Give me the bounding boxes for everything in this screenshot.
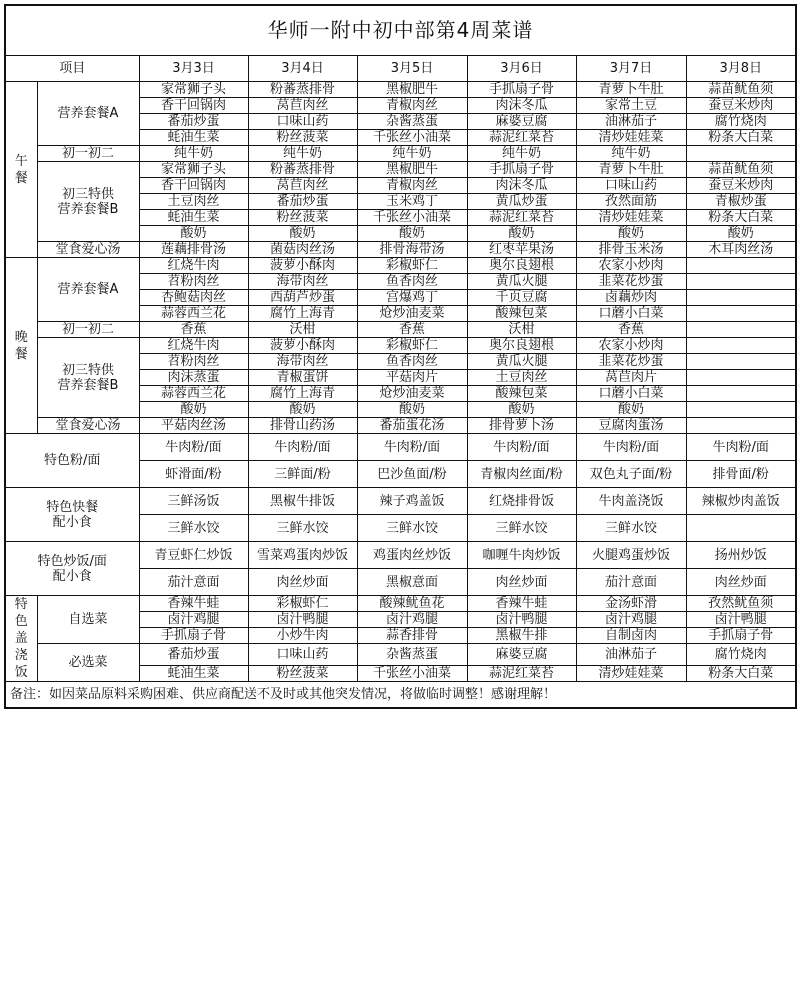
dish-cell: 酸奶 [248, 402, 357, 418]
dish-cell: 莴苣肉片 [576, 370, 686, 386]
table-row [5, 418, 796, 434]
dish-cell: 苕粉肉丝 [139, 274, 248, 290]
category-label: 必选菜 [37, 644, 139, 682]
dish-cell: 蒜蓉西兰花 [139, 306, 248, 322]
dish-cell: 三鲜汤饭 [139, 488, 248, 515]
dish-cell: 手抓扇子骨 [467, 162, 576, 178]
table-row [5, 258, 796, 274]
table-row [5, 146, 796, 162]
dish-cell: 家常狮子头 [139, 82, 248, 98]
dish-cell: 肉丝炒面 [248, 569, 357, 596]
dish-cell: 农家小炒肉 [576, 258, 686, 274]
header-day: 3月4日 [248, 56, 357, 82]
dish-cell [686, 354, 796, 370]
dish-cell: 木耳肉丝汤 [686, 242, 796, 258]
dish-cell: 孜然面筋 [576, 194, 686, 210]
dish-cell: 杏鲍菇肉丝 [139, 290, 248, 306]
noodle-section-label: 特色粉/面 [5, 434, 139, 488]
dish-cell: 纯牛奶 [357, 146, 467, 162]
dish-cell: 韭菜花炒蛋 [576, 274, 686, 290]
dish-cell: 口蘑小白菜 [576, 386, 686, 402]
dish-cell: 牛肉粉/面 [686, 434, 796, 461]
dish-cell: 腐竹上海青 [248, 306, 357, 322]
category-label: 堂食爱心汤 [37, 418, 139, 434]
menu-table [4, 4, 797, 709]
table-row [5, 82, 796, 98]
dish-cell: 青椒肉丝 [357, 98, 467, 114]
dish-cell [686, 146, 796, 162]
dish-cell: 千张丝小油菜 [357, 130, 467, 146]
dish-cell [686, 515, 796, 542]
dish-cell: 卤汁鸡腿 [139, 612, 248, 628]
dish-cell: 香蕉 [139, 322, 248, 338]
dish-cell: 彩椒虾仁 [357, 338, 467, 354]
dish-cell [686, 386, 796, 402]
dish-cell: 黄瓜炒蛋 [467, 194, 576, 210]
table-row [5, 434, 796, 461]
dish-cell: 青椒肉丝 [357, 178, 467, 194]
dish-cell: 奥尔良翅根 [467, 338, 576, 354]
category-label [37, 162, 139, 242]
dish-cell: 蚕豆米炒肉 [686, 178, 796, 194]
dish-cell: 三鲜面/粉 [248, 461, 357, 488]
dish-cell: 平菇肉丝汤 [139, 418, 248, 434]
dish-cell: 粉丝菠菜 [248, 130, 357, 146]
dish-cell [686, 338, 796, 354]
dish-cell: 鱼香肉丝 [357, 354, 467, 370]
dish-cell [686, 274, 796, 290]
dish-cell [686, 402, 796, 418]
dish-cell: 清炒娃娃菜 [576, 210, 686, 226]
dish-cell: 黑椒牛排饭 [248, 488, 357, 515]
dish-cell: 千张丝小油菜 [357, 210, 467, 226]
dish-cell: 酸奶 [248, 226, 357, 242]
fried-rice-section-label [5, 542, 139, 596]
category-label-line: 配小食 [52, 514, 92, 530]
dish-cell: 杂酱蒸蛋 [357, 114, 467, 130]
dish-cell: 红烧排骨饭 [467, 488, 576, 515]
dish-cell: 黑椒肥牛 [357, 162, 467, 178]
dish-cell [686, 322, 796, 338]
dish-cell: 蒜泥红菜苔 [467, 210, 576, 226]
dish-cell: 卤汁鸭腿 [467, 612, 576, 628]
dish-cell: 黑椒牛排 [467, 628, 576, 644]
dish-cell: 蚝油生菜 [139, 130, 248, 146]
category-label-line: 初三特供 [61, 186, 114, 202]
dish-cell: 红枣苹果汤 [467, 242, 576, 258]
dish-cell: 莲藕排骨汤 [139, 242, 248, 258]
category-label: 营养套餐A [37, 82, 139, 146]
dish-cell: 青萝卜牛肚 [576, 162, 686, 178]
dish-cell [686, 370, 796, 386]
dish-cell: 酸辣鱿鱼花 [357, 596, 467, 612]
fastfood-section-label [5, 488, 139, 542]
dish-cell: 辣子鸡盖饭 [357, 488, 467, 515]
dish-cell [686, 290, 796, 306]
dish-cell: 口味山药 [248, 114, 357, 130]
dish-cell: 腐竹烧肉 [686, 114, 796, 130]
dish-cell: 牛肉盖浇饭 [576, 488, 686, 515]
dish-cell: 扬州炒饭 [686, 542, 796, 569]
dish-cell: 卤汁鸭腿 [686, 612, 796, 628]
dish-cell: 卤藕炒肉 [576, 290, 686, 306]
dish-cell: 平菇肉片 [357, 370, 467, 386]
category-label-line: 营养套餐B [57, 201, 119, 217]
dish-cell: 青椒炒蛋 [686, 194, 796, 210]
category-label: 初一初二 [37, 146, 139, 162]
dish-cell: 粉条大白菜 [686, 210, 796, 226]
header-day: 3月5日 [357, 56, 467, 82]
dish-cell: 牛肉粉/面 [357, 434, 467, 461]
dish-cell: 手抓扇子骨 [139, 628, 248, 644]
dish-cell: 黄瓜火腿 [467, 274, 576, 290]
dish-cell: 酸奶 [357, 226, 467, 242]
dish-cell: 青萝卜牛肚 [576, 82, 686, 98]
dish-cell: 酸奶 [576, 226, 686, 242]
dish-cell: 番茄炒蛋 [139, 644, 248, 666]
dish-cell [686, 418, 796, 434]
dish-cell: 小炒牛肉 [248, 628, 357, 644]
dish-cell: 牛肉粉/面 [467, 434, 576, 461]
dish-cell: 蚝油生菜 [139, 666, 248, 682]
dish-cell: 麻婆豆腐 [467, 644, 576, 666]
dish-cell: 黄瓜火腿 [467, 354, 576, 370]
dish-cell: 粉条大白菜 [686, 130, 796, 146]
dish-cell: 三鲜水饺 [467, 515, 576, 542]
dish-cell: 沃柑 [248, 322, 357, 338]
category-label: 营养套餐A [37, 258, 139, 322]
dish-cell: 口蘑小白菜 [576, 306, 686, 322]
dish-cell: 麻婆豆腐 [467, 114, 576, 130]
dish-cell: 彩椒虾仁 [248, 596, 357, 612]
dish-cell: 青椒蛋饼 [248, 370, 357, 386]
dish-cell: 香蕉 [576, 322, 686, 338]
dish-cell: 粉丝菠菜 [248, 210, 357, 226]
dish-cell: 手抓扇子骨 [686, 628, 796, 644]
dish-cell: 粉蕃蒸排骨 [248, 162, 357, 178]
dish-cell: 彩椒虾仁 [357, 258, 467, 274]
dish-cell: 排骨海带汤 [357, 242, 467, 258]
dish-cell: 纯牛奶 [467, 146, 576, 162]
dish-cell: 肉沫蒸蛋 [139, 370, 248, 386]
dish-cell: 蚝油生菜 [139, 210, 248, 226]
dish-cell: 青椒肉丝面/粉 [467, 461, 576, 488]
dish-cell: 排骨萝卜汤 [467, 418, 576, 434]
table-row [5, 242, 796, 258]
header-day: 3月6日 [467, 56, 576, 82]
dish-cell: 雪菜鸡蛋肉炒饭 [248, 542, 357, 569]
dish-cell: 莴苣肉丝 [248, 178, 357, 194]
dish-cell: 牛肉粉/面 [248, 434, 357, 461]
dish-cell: 鱼香肉丝 [357, 274, 467, 290]
dish-cell: 红烧牛肉 [139, 338, 248, 354]
dish-cell: 三鲜水饺 [576, 515, 686, 542]
dish-cell: 口味山药 [248, 644, 357, 666]
dish-cell: 宫爆鸡丁 [357, 290, 467, 306]
dish-cell: 双色丸子面/粉 [576, 461, 686, 488]
dish-cell: 土豆肉丝 [467, 370, 576, 386]
dish-cell: 蒜苗鱿鱼须 [686, 82, 796, 98]
dish-cell: 肉丝炒面 [467, 569, 576, 596]
header-day: 3月8日 [686, 56, 796, 82]
dish-cell: 酸辣包菜 [467, 386, 576, 402]
table-row [5, 322, 796, 338]
dish-cell: 酸奶 [139, 226, 248, 242]
table-row [5, 596, 796, 612]
dish-cell: 孜然鱿鱼须 [686, 596, 796, 612]
page-title: 华师一附中初中部第4周菜谱 [5, 5, 796, 56]
dish-cell: 西葫芦炒蛋 [248, 290, 357, 306]
dish-cell: 土豆肉丝 [139, 194, 248, 210]
header-day: 3月3日 [139, 56, 248, 82]
dish-cell: 香辣牛蛙 [139, 596, 248, 612]
category-label: 初一初二 [37, 322, 139, 338]
dish-cell: 家常狮子头 [139, 162, 248, 178]
dish-cell: 香干回锅肉 [139, 98, 248, 114]
dish-cell: 杂酱蒸蛋 [357, 644, 467, 666]
dish-cell: 排骨面/粉 [686, 461, 796, 488]
dish-cell: 香蕉 [357, 322, 467, 338]
dish-cell: 油淋茄子 [576, 114, 686, 130]
dish-cell: 青豆虾仁炒饭 [139, 542, 248, 569]
meal-section-label: 午 餐 [5, 82, 37, 258]
dish-cell: 虾滑面/粉 [139, 461, 248, 488]
dish-cell: 炝炒油麦菜 [357, 306, 467, 322]
table-row [5, 338, 796, 354]
dish-cell: 三鲜水饺 [357, 515, 467, 542]
dish-cell: 巴沙鱼面/粉 [357, 461, 467, 488]
dish-cell: 火腿鸡蛋炒饭 [576, 542, 686, 569]
table-row [5, 644, 796, 666]
dish-cell: 牛肉粉/面 [576, 434, 686, 461]
dish-cell: 酸奶 [467, 226, 576, 242]
dish-cell: 口味山药 [576, 178, 686, 194]
dish-cell: 三鲜水饺 [248, 515, 357, 542]
dish-cell: 纯牛奶 [139, 146, 248, 162]
dish-cell: 纯牛奶 [576, 146, 686, 162]
category-label [37, 338, 139, 418]
dish-cell: 酸奶 [576, 402, 686, 418]
dish-cell: 黑椒意面 [357, 569, 467, 596]
dish-cell: 粉丝菠菜 [248, 666, 357, 682]
dish-cell: 菠萝小酥肉 [248, 338, 357, 354]
category-label-line: 配小食 [52, 568, 92, 584]
dish-cell: 肉丝炒面 [686, 569, 796, 596]
dish-cell: 辣椒炒肉盖饭 [686, 488, 796, 515]
header-item: 项目 [5, 56, 139, 82]
dish-cell: 千页豆腐 [467, 290, 576, 306]
dish-cell: 番茄蛋花汤 [357, 418, 467, 434]
dish-cell: 蚕豆米炒肉 [686, 98, 796, 114]
dish-cell: 咖喱牛肉炒饭 [467, 542, 576, 569]
dish-cell [686, 258, 796, 274]
dish-cell: 豆腐肉蛋汤 [576, 418, 686, 434]
dish-cell: 农家小炒肉 [576, 338, 686, 354]
dish-cell: 番茄炒蛋 [248, 194, 357, 210]
dish-cell: 奥尔良翅根 [467, 258, 576, 274]
dish-cell: 炝炒油麦菜 [357, 386, 467, 402]
table-row [5, 488, 796, 515]
dish-cell: 油淋茄子 [576, 644, 686, 666]
dish-cell: 卤汁鸡腿 [357, 612, 467, 628]
dish-cell: 纯牛奶 [248, 146, 357, 162]
footer-note: 备注：如因菜品原料采购困难、供应商配送不及时或其他突发情况，将做临时调整！感谢理解！ [5, 682, 796, 709]
category-label-line: 初三特供 [61, 362, 114, 378]
dish-cell: 酸奶 [357, 402, 467, 418]
dish-cell: 茄汁意面 [576, 569, 686, 596]
category-label: 堂食爱心汤 [37, 242, 139, 258]
dish-cell: 菠萝小酥肉 [248, 258, 357, 274]
category-label-line: 特色炒饭/面 [37, 553, 107, 569]
dish-cell: 酸奶 [686, 226, 796, 242]
dish-cell: 金汤虾滑 [576, 596, 686, 612]
category-label-line: 特色快餐 [46, 499, 99, 515]
dish-cell: 肉沫冬瓜 [467, 98, 576, 114]
dish-cell: 酸奶 [139, 402, 248, 418]
dish-cell: 蒜蓉西兰花 [139, 386, 248, 402]
dish-cell: 菌菇肉丝汤 [248, 242, 357, 258]
dish-cell: 香辣牛蛙 [467, 596, 576, 612]
dish-cell: 粉条大白菜 [686, 666, 796, 682]
dish-cell: 酸奶 [467, 402, 576, 418]
dish-cell: 卤汁鸡腿 [576, 612, 686, 628]
dish-cell: 卤汁鸭腿 [248, 612, 357, 628]
dish-cell: 莴苣肉丝 [248, 98, 357, 114]
dish-cell: 自制卤肉 [576, 628, 686, 644]
dish-cell: 沃柑 [467, 322, 576, 338]
header-day: 3月7日 [576, 56, 686, 82]
category-label-line: 营养套餐B [57, 377, 119, 393]
dish-cell: 海带肉丝 [248, 354, 357, 370]
dish-cell: 玉米鸡丁 [357, 194, 467, 210]
dish-cell: 粉蕃蒸排骨 [248, 82, 357, 98]
dish-cell: 手抓扇子骨 [467, 82, 576, 98]
dish-cell: 腐竹上海青 [248, 386, 357, 402]
dish-cell: 肉沫冬瓜 [467, 178, 576, 194]
dish-cell: 牛肉粉/面 [139, 434, 248, 461]
dish-cell: 番茄炒蛋 [139, 114, 248, 130]
dish-cell: 千张丝小油菜 [357, 666, 467, 682]
dish-cell: 腐竹烧肉 [686, 644, 796, 666]
dish-cell: 清炒娃娃菜 [576, 130, 686, 146]
dish-cell: 蒜泥红菜苔 [467, 130, 576, 146]
rice-section-label: 特 色 盖 浇 饭 [5, 596, 37, 682]
category-label: 自选菜 [37, 596, 139, 644]
dish-cell: 家常土豆 [576, 98, 686, 114]
dish-cell: 蒜苗鱿鱼须 [686, 162, 796, 178]
table-row [5, 162, 796, 178]
dish-cell: 苕粉肉丝 [139, 354, 248, 370]
dish-cell: 红烧牛肉 [139, 258, 248, 274]
dish-cell: 蒜泥红菜苔 [467, 666, 576, 682]
dish-cell: 韭菜花炒蛋 [576, 354, 686, 370]
dish-cell: 清炒娃娃菜 [576, 666, 686, 682]
dish-cell: 海带肉丝 [248, 274, 357, 290]
dish-cell [686, 306, 796, 322]
dish-cell: 排骨玉米汤 [576, 242, 686, 258]
dish-cell: 黑椒肥牛 [357, 82, 467, 98]
dish-cell: 排骨山药汤 [248, 418, 357, 434]
dish-cell: 酸辣包菜 [467, 306, 576, 322]
table-row [5, 542, 796, 569]
dish-cell: 蒜香排骨 [357, 628, 467, 644]
dish-cell: 茄汁意面 [139, 569, 248, 596]
dish-cell: 香干回锅肉 [139, 178, 248, 194]
meal-section-label: 晚 餐 [5, 258, 37, 434]
dish-cell: 三鲜水饺 [139, 515, 248, 542]
dish-cell: 鸡蛋肉丝炒饭 [357, 542, 467, 569]
